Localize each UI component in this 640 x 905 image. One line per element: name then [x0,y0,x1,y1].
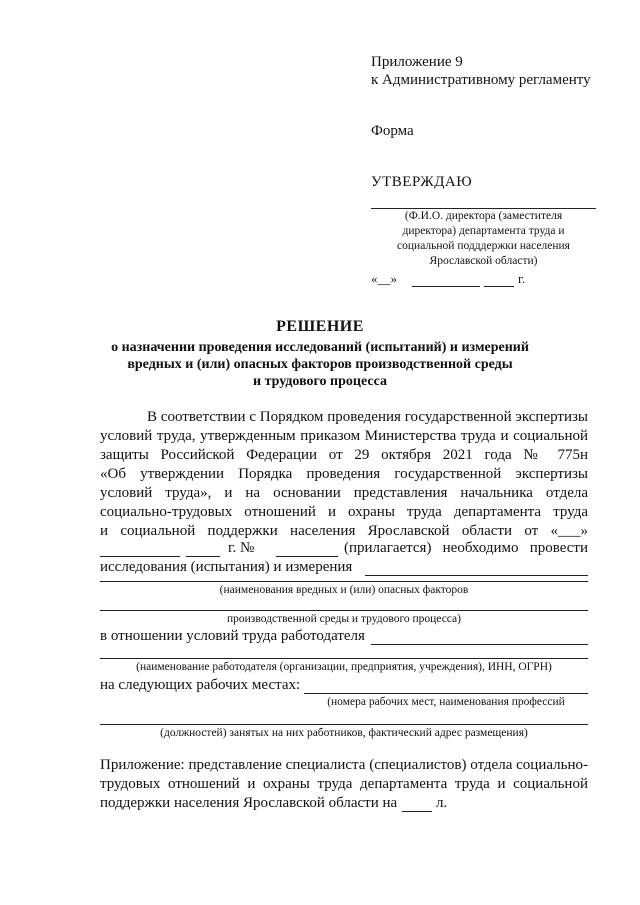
body-line-3: защиты Российской Федерации от 29 октября 2021 года № 775н [100,447,588,463]
date-year-suffix: г. [518,271,526,286]
date-month-blank [100,556,180,557]
document-subtitle-3: и трудового процесса [253,374,387,389]
factors-line-2 [100,610,588,611]
research-label: исследования (испытания) и измерения [100,559,353,575]
approver-caption-2: директора) департамента труда и [402,225,565,237]
year-number-label: г. № [228,540,255,556]
body-line-7: и социальной поддержки населения Ярославской области от «___» [100,523,588,539]
body-line-4: «Об утверждении Порядка проведения государственной экспертизы [100,466,588,482]
employer-caption: (наименование работодателя (организации, предприятия, учреждения), ИНН, ОГРН) [136,661,552,673]
body-line-2: условий труда, утвержденным приказом Министерства труда и социальной [100,428,588,444]
date-year-line [484,286,514,287]
workplaces-caption-2: (должностей) занятых на них работников, фактический адрес размещения) [160,727,528,739]
date-year-blank [186,556,220,557]
document-title: РЕШЕНИЕ [276,318,364,335]
document-subtitle-1: о назначении проведения исследований (испытаний) и измерений [111,340,529,355]
approver-caption-3: социальной подддержки населения [397,240,570,252]
attachment-line-2: трудовых отношений и охраны труда департамента труда и социальной [100,776,588,792]
employer-label: в отношении условий труда работодателя [100,628,365,644]
workplaces-line [100,724,588,725]
research-blank [365,575,588,576]
body-line-5: условий труда», и на основании представления начальника отдела [100,485,588,501]
attachment-pages-suffix: л. [436,795,448,811]
factors-caption-1: (наименования вредных и (или) опасных факторов [219,584,469,596]
attachment-line-3: поддержки населения Ярославской области на [100,795,398,811]
body-line-1: В соответствии с Порядком проведения государственной экспертизы [147,409,588,425]
workplaces-blank [304,693,588,694]
document-subtitle-2: вредных и (или) опасных факторов производственной среды [127,357,513,372]
attachment-pages-blank [402,811,432,812]
date-month-line [412,286,480,287]
employer-line [100,658,588,659]
approver-caption-4: Ярославской области) [429,255,538,267]
body-line-6: социально-трудовых отношений и охраны труда департамента труда [100,504,588,520]
workplaces-label: на следующих рабочих местах: [100,677,301,693]
workplaces-caption-1: (номера рабочих мест, наименования профессий [327,696,565,708]
regulation-reference: к Административному регламенту [371,72,591,88]
factors-caption-2: производственной среды и трудового процесса) [227,613,461,625]
approve-label: УТВЕРЖДАЮ [371,174,473,190]
signature-line [371,208,596,209]
form-label: Форма [371,123,414,139]
appendix-number: Приложение 9 [371,54,463,70]
factors-line-1 [100,581,588,582]
date-day: «__» [371,271,397,286]
approver-caption-1: (Ф.И.О. директора (заместителя [404,210,563,222]
document-number-blank [276,556,338,557]
attached-necessity-text: (прилагается) необходимо провести [344,540,588,556]
employer-blank [371,644,588,645]
attachment-line-1: Приложение: представление специалиста (специалистов) отдела социально- [100,757,588,773]
